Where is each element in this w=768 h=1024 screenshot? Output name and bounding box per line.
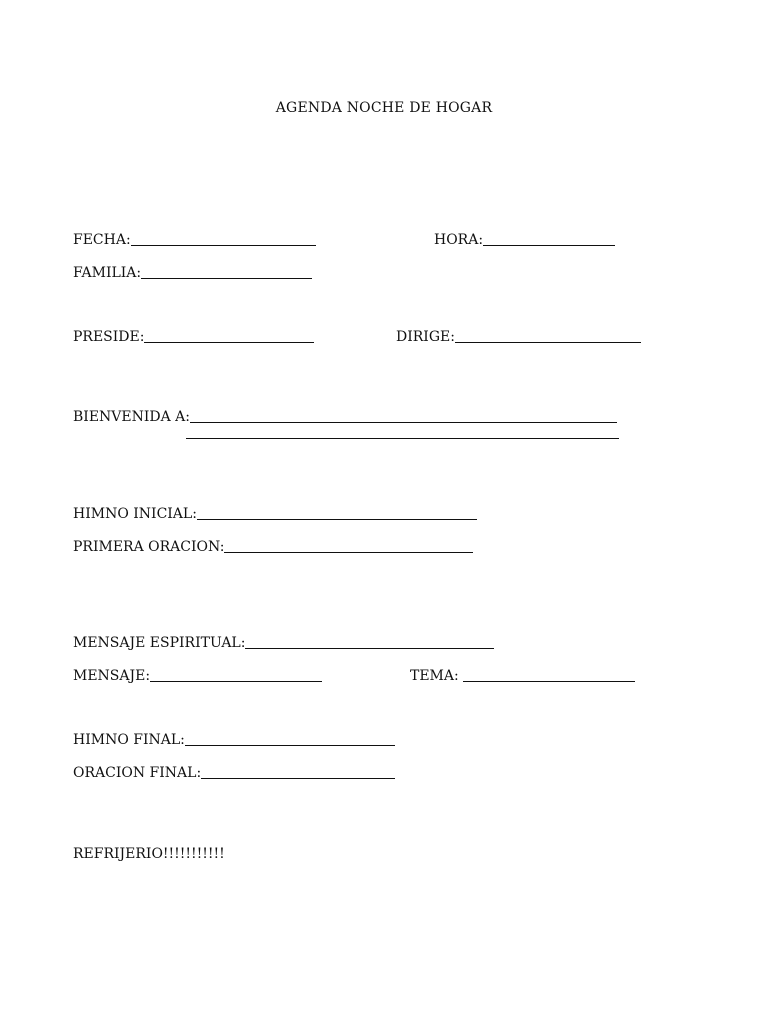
primera-oracion-label: PRIMERA ORACION:	[73, 539, 225, 555]
bienvenida-field	[73, 405, 617, 425]
oracion-final-blank-line[interactable]	[201, 777, 395, 779]
tema-blank-line[interactable]	[463, 680, 635, 682]
himno-inicial-field	[73, 502, 477, 522]
dirige-label: DIRIGE:	[396, 329, 455, 345]
familia-field	[73, 261, 312, 281]
hora-field	[434, 228, 615, 248]
himno-final-field	[73, 728, 395, 748]
mensaje-espiritual-field	[73, 631, 494, 651]
hora-blank-line[interactable]	[483, 244, 615, 246]
oracion-final-field	[73, 761, 395, 781]
bienvenida-label: BIENVENIDA A:	[73, 409, 191, 425]
primera-oracion-blank-line[interactable]	[224, 551, 473, 553]
oracion-final-label: ORACION FINAL:	[73, 765, 202, 781]
bienvenida-blank-line[interactable]	[190, 421, 617, 423]
mensaje-espiritual-label: MENSAJE ESPIRITUAL:	[73, 635, 246, 651]
bienvenida-blank-line-2[interactable]	[186, 437, 619, 439]
mensaje-field	[73, 664, 322, 684]
himno-inicial-blank-line[interactable]	[197, 518, 477, 520]
tema-field	[410, 664, 635, 684]
himno-inicial-label: HIMNO INICIAL:	[73, 506, 197, 522]
familia-label: FAMILIA:	[73, 265, 142, 281]
familia-blank-line[interactable]	[141, 277, 312, 279]
fecha-field	[73, 228, 316, 248]
preside-blank-line[interactable]	[144, 341, 314, 343]
hora-label: HORA:	[434, 232, 484, 248]
dirige-blank-line[interactable]	[455, 341, 641, 343]
primera-oracion-field	[73, 535, 473, 555]
himno-final-label: HIMNO FINAL:	[73, 732, 185, 748]
mensaje-label: MENSAJE:	[73, 668, 151, 684]
dirige-field	[396, 325, 641, 345]
fecha-blank-line[interactable]	[131, 244, 316, 246]
tema-label: TEMA:	[410, 668, 459, 684]
mensaje-blank-line[interactable]	[150, 680, 322, 682]
preside-field	[73, 325, 314, 345]
refrijerio-label: REFRIJERIO!!!!!!!!!!!	[73, 846, 225, 862]
fecha-label: FECHA:	[73, 232, 131, 248]
mensaje-espiritual-blank-line[interactable]	[245, 647, 494, 649]
document-title: AGENDA NOCHE DE HOGAR	[275, 100, 493, 116]
himno-final-blank-line[interactable]	[185, 744, 395, 746]
refrijerio-field	[73, 842, 225, 862]
preside-label: PRESIDE:	[73, 329, 145, 345]
